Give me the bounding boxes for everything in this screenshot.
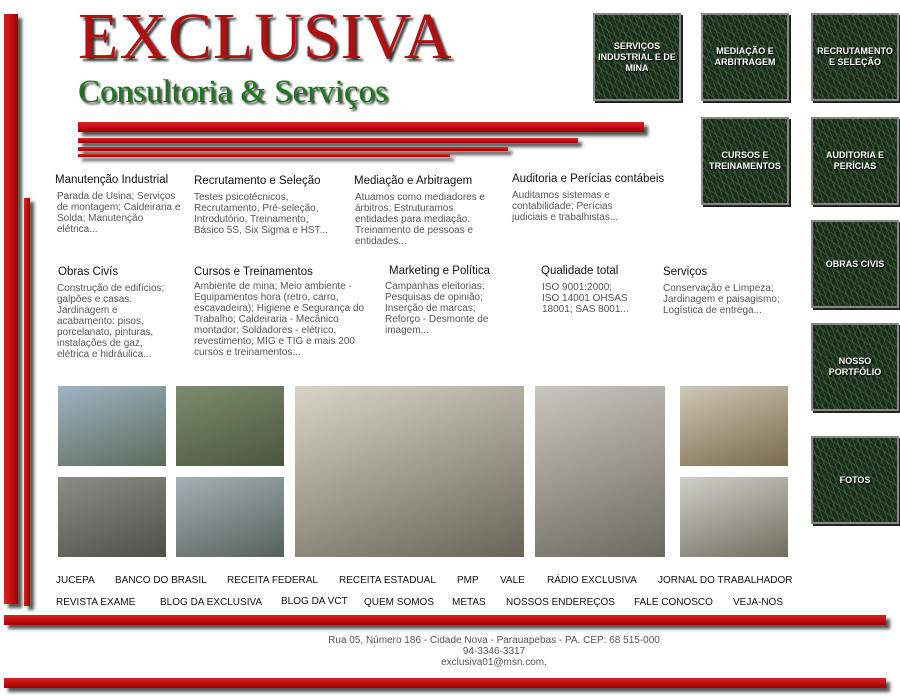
link-blog-da-vct[interactable]: BLOG DA VCT xyxy=(281,596,348,607)
button-label: OBRAS CIVIS xyxy=(825,258,885,269)
service-title[interactable]: Auditoria e Perícias contábeis xyxy=(512,173,665,185)
header-red-bar-2 xyxy=(78,138,578,143)
button-label: FOTOS xyxy=(839,474,871,485)
link-metas[interactable]: METAS xyxy=(452,597,486,608)
service-title[interactable]: Recrutamento e Seleção xyxy=(194,175,321,187)
mediation-button[interactable] xyxy=(701,13,789,101)
link-jucepa[interactable]: JUCEPA xyxy=(56,575,95,586)
button-label: CURSOS E TREINAMENTOS xyxy=(709,150,781,171)
footer-address: Rua 05, Número 186 - Cidade Nova - Parauapebas - PA. CEP: 68 515-000 xyxy=(328,635,660,646)
team-photo[interactable] xyxy=(58,386,166,466)
link-quem-somos[interactable]: QUEM SOMOS xyxy=(364,597,435,608)
header-red-bar-3 xyxy=(78,147,508,151)
service-description: Atuamos como mediadores e árbitros. Estruturamos entidades para mediação. Treinamento de pessoas e entidades... xyxy=(355,192,486,247)
service-title[interactable]: Mediação e Arbitragem xyxy=(354,175,473,187)
service-description: Ambiente de mina; Meio ambiente - Equipamentos hora (retro, carro, escavadeira); Higiene e Segurança do Trabalho; Caldeiraria - Mecânico montador; Soldadores - elétrico, revestimento, MIG e TIG e mais 200 cursos e treinamentos... xyxy=(194,281,365,358)
service-title[interactable]: Obras Civís xyxy=(58,266,119,278)
services-industrial-button[interactable] xyxy=(593,13,681,101)
plant-tanks-photo[interactable] xyxy=(58,477,166,557)
link-fale-conosco[interactable]: FALE CONOSCO xyxy=(634,597,713,608)
service-description: ISO 9001:2000; ISO 14001 OHSAS 18001; SAS 8001... xyxy=(542,282,629,315)
link-receita-federal[interactable]: RECEITA FEDERAL xyxy=(227,575,318,586)
footer-red-bar-bottom xyxy=(4,678,886,688)
link-pmp[interactable]: PMP xyxy=(457,575,479,586)
left-red-bar xyxy=(4,14,18,604)
link-banco-do-brasil[interactable]: BANCO DO BRASIL xyxy=(115,575,207,586)
service-description: Parada de Usina; Serviços de montagem; Caldeiraria e Solda; Manutenção elétrica... xyxy=(57,191,181,235)
button-label: NOSSO PORTFÓLIO xyxy=(828,356,882,377)
workshop-equipment-photo[interactable] xyxy=(680,477,788,557)
service-description: Construção de edifícios; galpões e casas. Jardinagem e acabamento: pisos, porcelanato, pinturas, instalações de gaz, elétrica e hidráulica... xyxy=(57,283,165,360)
photos-button[interactable] xyxy=(811,436,899,524)
footer-red-bar-top xyxy=(4,615,886,625)
service-title[interactable]: Marketing e Política xyxy=(389,265,490,277)
portfolio-button[interactable] xyxy=(811,323,899,411)
service-title[interactable]: Manutenção Industrial xyxy=(55,174,169,186)
button-label: RECRUTAMENTO E SELEÇÃO xyxy=(817,46,893,67)
service-description: Auditamos sistemas e contabilidade; Perícias judiciais e trabalhistas... xyxy=(512,190,619,223)
welding-photo[interactable] xyxy=(535,386,665,557)
left-inner-red-bar xyxy=(24,198,30,606)
industrial-plant-photo[interactable] xyxy=(176,386,284,466)
link-vale[interactable]: VALE xyxy=(500,575,525,586)
link-veja-nos[interactable]: VEJA-NOS xyxy=(733,597,784,608)
button-label: SERVIÇOS INDUSTRIAL E DE MINA xyxy=(598,40,676,73)
header-red-bar-4 xyxy=(78,154,450,157)
link-nossos-enderecos[interactable]: NOSSOS ENDEREÇOS xyxy=(506,597,615,608)
service-title[interactable]: Serviços xyxy=(663,266,708,278)
link-jornal-do-trabalhador[interactable]: JORNAL DO TRABALHADOR xyxy=(658,575,793,586)
header-red-bar-1 xyxy=(78,122,644,132)
footer-email[interactable]: exclusiva01@msn.com. xyxy=(441,657,547,668)
service-description: Conservação e Limpeza; Jardinagem e paisagismo; Logística de entrega... xyxy=(663,283,780,316)
recruitment-button[interactable] xyxy=(811,13,899,101)
workshop-photo[interactable] xyxy=(295,386,524,557)
audit-button[interactable] xyxy=(811,117,899,205)
logo-subtitle: Consultoria & Serviços xyxy=(78,74,388,110)
civil-works-button[interactable] xyxy=(811,220,899,308)
link-blog-da-exclusiva[interactable]: BLOG DA EXCLUSIVA xyxy=(160,597,263,608)
link-receita-estadual[interactable]: RECEITA ESTADUAL xyxy=(339,575,436,586)
workers-photo[interactable] xyxy=(176,477,284,557)
workshop-interior-photo[interactable] xyxy=(680,386,788,466)
button-label: MEDIAÇÃO E ARBITRAGEM xyxy=(714,46,776,67)
link-revista-exame[interactable]: REVISTA EXAME xyxy=(56,597,136,608)
service-description: Testes psicotécnicos, Recrutamento, Pré-seleção, Introdutório, Treinamento, Básico 5S, Six Sigma e HST... xyxy=(194,192,328,236)
footer-phone: 94-3346-3317 xyxy=(462,646,526,657)
courses-button[interactable] xyxy=(701,117,789,205)
service-title[interactable]: Cursos e Treinamentos xyxy=(194,266,313,278)
button-label: AUDITORIA E PERÍCIAS xyxy=(825,150,884,171)
service-title[interactable]: Qualidade total xyxy=(541,265,619,277)
logo-title: EXCLUSIVA xyxy=(78,0,453,73)
link-radio-exclusiva[interactable]: RÁDIO EXCLUSIVA xyxy=(547,575,637,586)
service-description: Campanhas eleitorias; Pesquisas de opinião; Inserção de marcas; Reforço - Desmonte de imagem... xyxy=(385,281,489,336)
